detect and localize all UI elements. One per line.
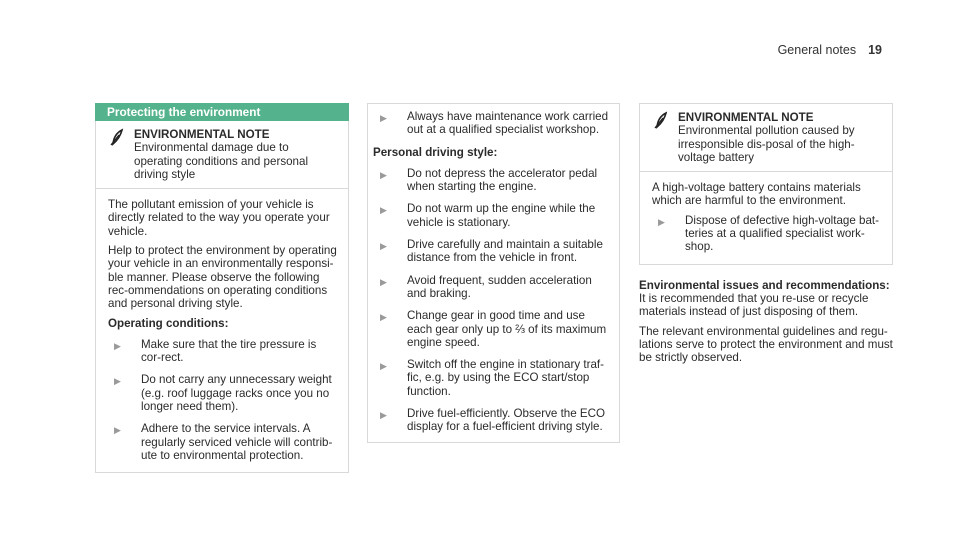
triangle-right-icon: ▶ bbox=[380, 113, 387, 123]
list-item-text: Change gear in good time and use each gear only up to ⅔ of its maximum engine speed. bbox=[407, 309, 607, 349]
environmental-note bbox=[96, 121, 348, 189]
page-header bbox=[778, 44, 882, 57]
triangle-right-icon: ▶ bbox=[114, 376, 121, 387]
list-item bbox=[368, 167, 609, 194]
list-item-text: Drive carefully and maintain a suitable distance from the vehicle in front. bbox=[407, 238, 603, 265]
paragraph: A high-voltage battery contains materials which are harmful to the environment. bbox=[652, 181, 861, 208]
triangle-right-icon: ▶ bbox=[380, 169, 387, 180]
note-body bbox=[640, 172, 892, 263]
list-item bbox=[652, 214, 882, 254]
list-item bbox=[108, 338, 338, 365]
list-item-text: Do not carry any unnecessary weight (e.g. roof luggage racks once you no longer need them). bbox=[141, 373, 332, 414]
list-item bbox=[368, 309, 609, 349]
environmental-note-box bbox=[95, 121, 349, 473]
note-title: ENVIRONMENTAL NOTE bbox=[134, 128, 270, 141]
triangle-right-icon: ▶ bbox=[380, 241, 387, 252]
list-item bbox=[368, 274, 609, 301]
list-item bbox=[368, 358, 609, 398]
note-body bbox=[96, 189, 348, 472]
triangle-right-icon: ▶ bbox=[380, 410, 387, 421]
triangle-right-icon: ▶ bbox=[380, 361, 387, 372]
note-title: ENVIRONMENTAL NOTE bbox=[678, 111, 814, 124]
note-text: Environmental damage due to operating conditions and personal driving style bbox=[134, 141, 309, 181]
list-item bbox=[108, 422, 338, 462]
subheading-environmental-issues: Environmental issues and recommendations: bbox=[639, 278, 890, 292]
list-item bbox=[108, 373, 338, 413]
section-banner: Protecting the environment bbox=[95, 103, 349, 121]
triangle-right-icon: ▶ bbox=[114, 425, 121, 436]
driving-style-box bbox=[367, 103, 620, 443]
list-item-text: Dispose of defective high-voltage bat-teries at a qualified specialist work-shop. bbox=[685, 213, 879, 254]
paragraph: Help to protect the environment by operating your vehicle in an environmentally responsi-ble manner. Please observe the following rec-ommendations on operating conditions and personal driving style. bbox=[108, 244, 337, 311]
list-item-text: Make sure that the tire pressure is cor-rect. bbox=[141, 337, 317, 365]
triangle-right-icon: ▶ bbox=[658, 216, 665, 227]
battery-note-box bbox=[639, 103, 893, 265]
list-item-text: Always have maintenance work carried out at a qualified specialist workshop. bbox=[407, 110, 609, 137]
triangle-right-icon: ▶ bbox=[380, 205, 387, 216]
list-item-text: Avoid frequent, sudden acceleration and braking. bbox=[407, 273, 592, 300]
environment-leaf-icon bbox=[652, 111, 670, 129]
list-item-text: Switch off the engine in stationary traf-fic, e.g. by using the ECO start/stop function. bbox=[407, 358, 604, 398]
list-item-text: Adhere to the service intervals. A regularly serviced vehicle will contrib-ute to environmental protection. bbox=[141, 422, 333, 462]
list-item bbox=[368, 110, 609, 137]
list-item bbox=[368, 238, 609, 265]
list-item-text: Drive fuel-efficiently. Observe the ECO display for a fuel-efficient driving style. bbox=[407, 407, 606, 434]
triangle-right-icon: ▶ bbox=[380, 276, 387, 287]
column-middle bbox=[367, 103, 620, 443]
note-text: Environmental pollution caused by irresponsible dis-posal of the high-voltage battery bbox=[678, 124, 855, 164]
list-item-text: Do not warm up the engine while the vehicle is stationary. bbox=[407, 202, 596, 229]
environment-leaf-icon bbox=[108, 128, 126, 146]
list-item bbox=[368, 407, 609, 434]
triangle-right-icon: ▶ bbox=[380, 312, 387, 323]
triangle-right-icon: ▶ bbox=[114, 340, 121, 351]
subheading-operating-conditions: Operating conditions: bbox=[108, 316, 229, 330]
list-item bbox=[368, 202, 609, 229]
column-left bbox=[95, 103, 349, 473]
recommendations-section bbox=[639, 279, 893, 365]
subheading-personal-driving-style: Personal driving style: bbox=[373, 145, 498, 159]
environmental-note bbox=[640, 104, 892, 172]
paragraph: The relevant environmental guidelines and regu-lations serve to protect the environment and must be strictly observed. bbox=[639, 324, 893, 365]
section-title: General notes bbox=[777, 43, 857, 57]
paragraph: It is recommended that you re-use or recycle materials instead of just disposing of them. bbox=[639, 291, 869, 319]
page-number: 19 bbox=[868, 43, 882, 57]
paragraph: The pollutant emission of your vehicle is directly related to the way you operate your vehicle. bbox=[108, 198, 330, 238]
column-right bbox=[639, 103, 893, 370]
list-item-text: Do not depress the accelerator pedal when starting the engine. bbox=[407, 166, 598, 194]
